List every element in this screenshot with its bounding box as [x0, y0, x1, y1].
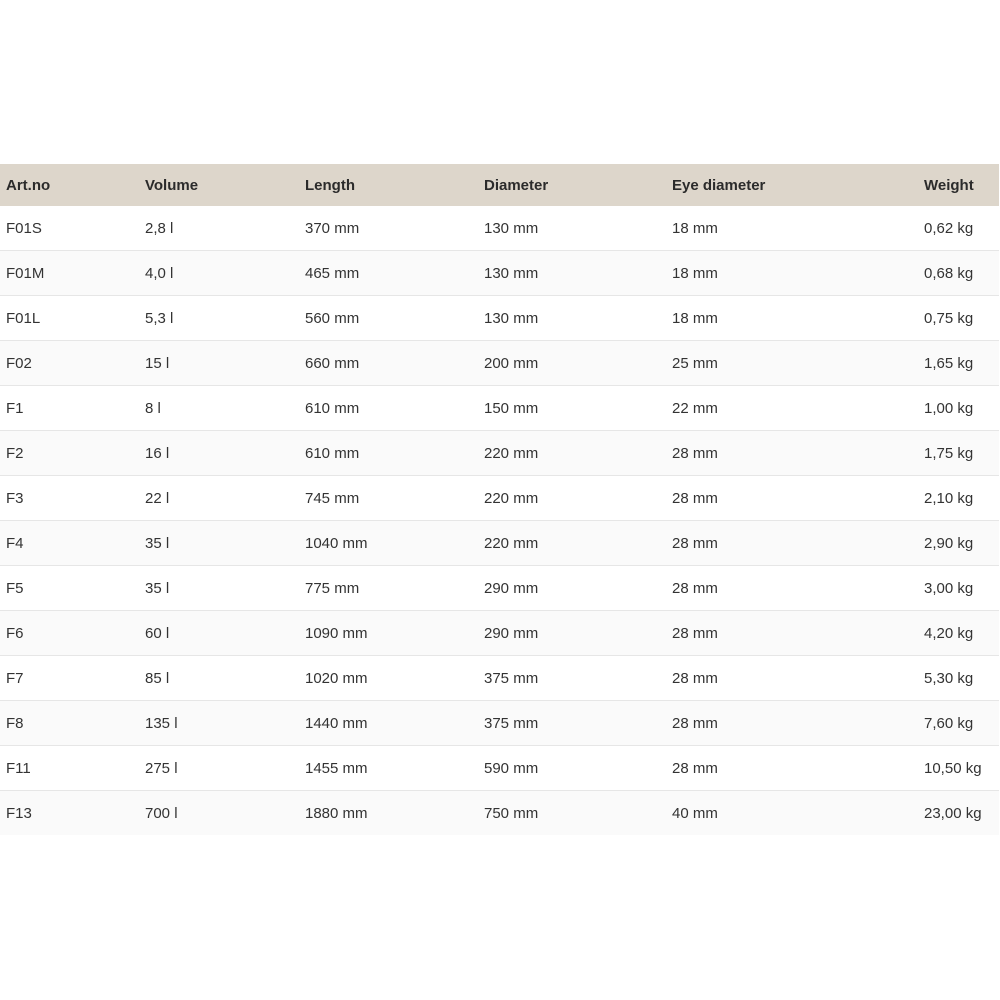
- cell-diameter: 200 mm: [478, 341, 666, 386]
- cell-length: 560 mm: [299, 296, 478, 341]
- cell-eye-diameter: 22 mm: [666, 386, 918, 431]
- cell-diameter: 375 mm: [478, 656, 666, 701]
- cell-diameter: 220 mm: [478, 521, 666, 566]
- cell-length: 1020 mm: [299, 656, 478, 701]
- cell-weight: 2,90 kg: [918, 521, 999, 566]
- table-row: [0, 701, 999, 746]
- cell-volume: 700 l: [145, 804, 178, 822]
- cell-art-no: F8: [0, 701, 139, 746]
- header-length: Length: [305, 176, 355, 194]
- cell-eye-diameter: 28 mm: [666, 656, 918, 701]
- cell-volume: 135 l: [139, 701, 299, 746]
- cell-length: 610 mm: [299, 431, 478, 476]
- cell-volume: 22 l: [139, 476, 299, 521]
- cell-length: 660 mm: [299, 341, 478, 386]
- table-body: [0, 206, 999, 835]
- cell-volume: 85 l: [139, 656, 299, 701]
- cell-diameter: 150 mm: [478, 386, 666, 431]
- cell-weight: 0,75 kg: [918, 296, 999, 341]
- cell-volume: 35 l: [139, 521, 299, 566]
- cell-art-no: F3: [0, 476, 139, 521]
- table-row: [0, 296, 999, 341]
- cell-diameter: 220 mm: [478, 476, 666, 521]
- cell-length: 1880 mm: [305, 804, 368, 822]
- header-art-no: Art.no: [6, 176, 51, 194]
- cell-art-no: F01L: [0, 296, 139, 341]
- cell-eye-diameter: 25 mm: [666, 341, 918, 386]
- cell-length: 745 mm: [299, 476, 478, 521]
- table-row: [0, 746, 999, 791]
- cell-diameter: 375 mm: [478, 701, 666, 746]
- cell-eye-diameter: 28 mm: [666, 521, 918, 566]
- cell-volume: 2,8 l: [139, 206, 299, 251]
- cell-art-no: F6: [0, 611, 139, 656]
- cell-diameter: 290 mm: [478, 566, 666, 611]
- cell-weight: 1,75 kg: [918, 431, 999, 476]
- cell-weight: 5,30 kg: [918, 656, 999, 701]
- cell-art-no: F11: [0, 746, 139, 791]
- header-row: [0, 164, 999, 206]
- cell-art-no: F13: [6, 804, 32, 822]
- cell-eye-diameter: 28 mm: [666, 566, 918, 611]
- cell-art-no: F01S: [0, 206, 139, 251]
- cell-volume: 4,0 l: [139, 251, 299, 296]
- product-spec-table: [0, 164, 999, 835]
- cell-diameter: 290 mm: [478, 611, 666, 656]
- cell-eye-diameter: 28 mm: [666, 701, 918, 746]
- header-diameter: Diameter: [484, 176, 549, 194]
- cell-art-no: F7: [0, 656, 139, 701]
- cell-diameter: 130 mm: [478, 296, 666, 341]
- table-row: [0, 521, 999, 566]
- cell-art-no: F5: [0, 566, 139, 611]
- table-row: [0, 341, 999, 386]
- cell-weight: 0,62 kg: [918, 206, 999, 251]
- table-row: [0, 206, 999, 251]
- cell-length: 1455 mm: [299, 746, 478, 791]
- cell-weight: 23,00 kg: [924, 804, 982, 822]
- cell-volume: 15 l: [139, 341, 299, 386]
- cell-volume: 60 l: [139, 611, 299, 656]
- table-row: [0, 566, 999, 611]
- cell-diameter: 130 mm: [478, 206, 666, 251]
- cell-length: 1440 mm: [299, 701, 478, 746]
- cell-eye-diameter: 28 mm: [666, 746, 918, 791]
- cell-eye-diameter: 18 mm: [666, 251, 918, 296]
- cell-art-no: F02: [0, 341, 139, 386]
- cell-weight: 4,20 kg: [918, 611, 999, 656]
- cell-weight: 2,10 kg: [918, 476, 999, 521]
- cell-eye-diameter: 40 mm: [672, 804, 718, 822]
- table-row: [0, 386, 999, 431]
- cell-eye-diameter: 28 mm: [666, 476, 918, 521]
- table-row: [0, 656, 999, 701]
- cell-art-no: F01M: [0, 251, 139, 296]
- table-row: [0, 251, 999, 296]
- cell-weight: 1,65 kg: [918, 341, 999, 386]
- cell-eye-diameter: 18 mm: [666, 206, 918, 251]
- header-weight: Weight: [924, 176, 974, 194]
- cell-volume: 5,3 l: [139, 296, 299, 341]
- cell-length: 370 mm: [299, 206, 478, 251]
- cell-weight: 10,50 kg: [918, 746, 999, 791]
- cell-weight: 1,00 kg: [918, 386, 999, 431]
- cell-art-no: F2: [0, 431, 139, 476]
- product-spec-table-container: [0, 164, 999, 835]
- cell-volume: 8 l: [139, 386, 299, 431]
- cell-length: 1040 mm: [299, 521, 478, 566]
- cell-length: 775 mm: [299, 566, 478, 611]
- cell-weight: 3,00 kg: [918, 566, 999, 611]
- cell-art-no: F1: [0, 386, 139, 431]
- cell-art-no: F4: [0, 521, 139, 566]
- cell-eye-diameter: 28 mm: [666, 611, 918, 656]
- cell-volume: 35 l: [139, 566, 299, 611]
- cell-volume: 16 l: [139, 431, 299, 476]
- cell-diameter: 130 mm: [478, 251, 666, 296]
- cell-length: 1090 mm: [299, 611, 478, 656]
- cell-eye-diameter: 18 mm: [666, 296, 918, 341]
- table-row: [0, 611, 999, 656]
- cell-volume: 275 l: [139, 746, 299, 791]
- cell-length: 610 mm: [299, 386, 478, 431]
- cell-eye-diameter: 28 mm: [666, 431, 918, 476]
- table-row: [0, 476, 999, 521]
- cell-diameter: 750 mm: [484, 804, 539, 822]
- header-eye-diameter: Eye diameter: [672, 176, 766, 194]
- table-header: [0, 164, 999, 206]
- cell-weight: 0,68 kg: [918, 251, 999, 296]
- cell-weight: 7,60 kg: [918, 701, 999, 746]
- cell-length: 465 mm: [299, 251, 478, 296]
- table-row: [0, 431, 999, 476]
- cell-diameter: 220 mm: [478, 431, 666, 476]
- table-row: [0, 791, 999, 836]
- header-volume: Volume: [145, 176, 199, 194]
- cell-diameter: 590 mm: [478, 746, 666, 791]
